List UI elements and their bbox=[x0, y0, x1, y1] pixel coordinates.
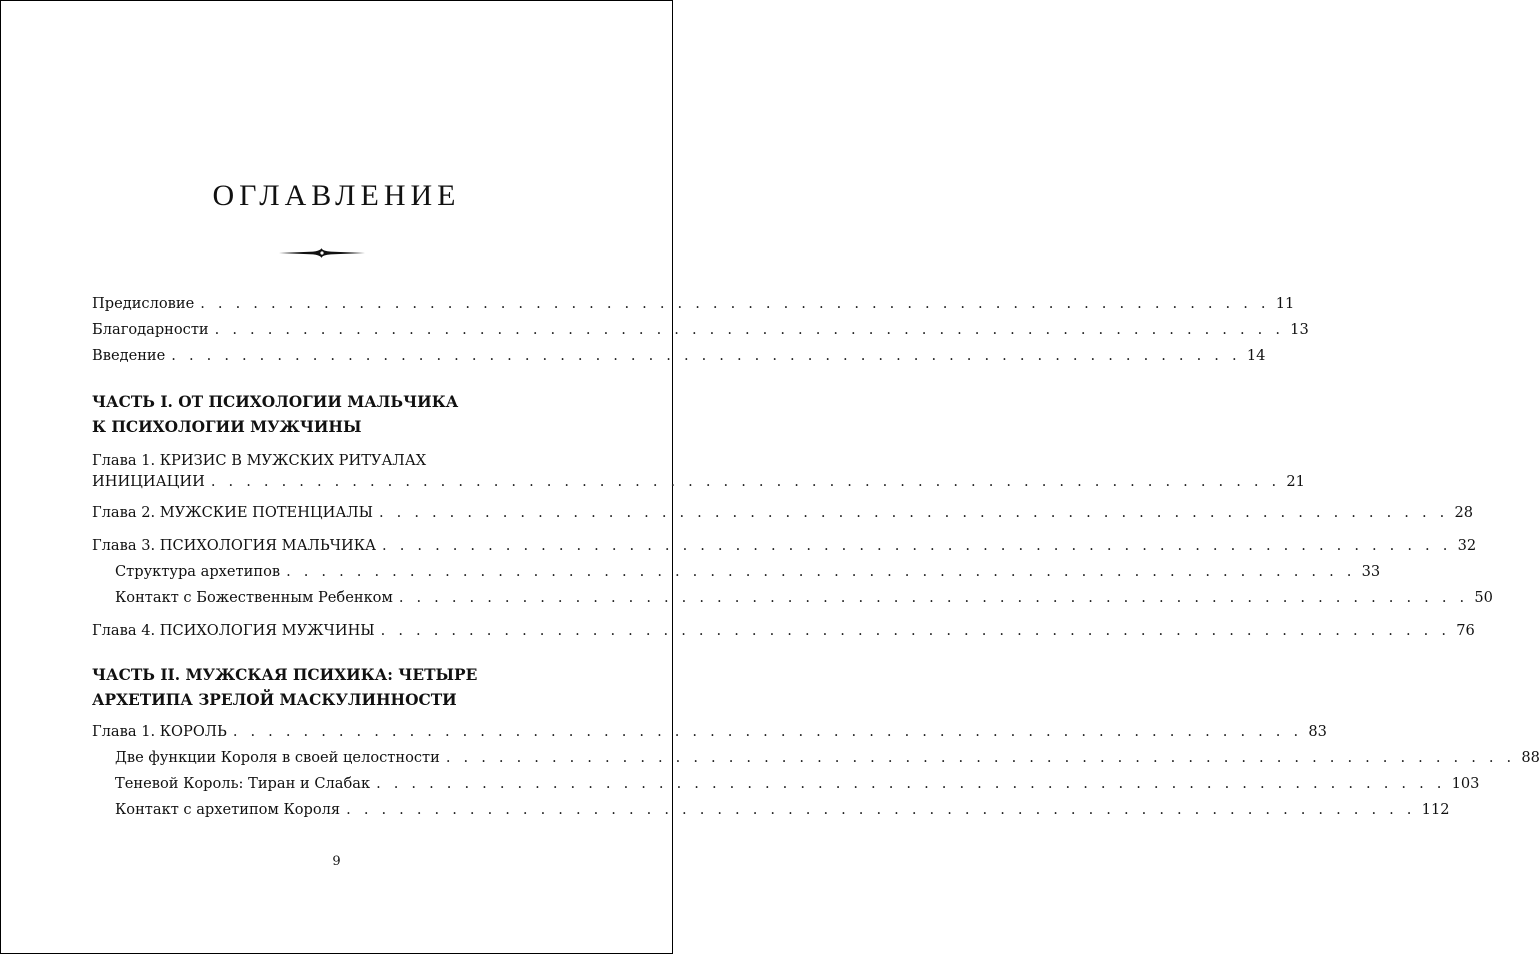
toc-entry-chapter-1-line1[interactable]: Глава 1. КРИЗИС В МУЖСКИХ РИТУАЛАХ bbox=[92, 452, 427, 469]
part-heading-2 bbox=[92, 663, 477, 713]
page-number: 28 bbox=[1454, 504, 1474, 521]
ornament-divider-icon bbox=[279, 247, 365, 259]
leader-dots: . . . . . . . . . . . . . . . . . . . . . . . . . . . . . . . . . . . . . . . . . . . . . . . . . . . . . . . . . . . . . bbox=[200, 295, 1270, 312]
leader-dots: . . . . . . . . . . . . . . . . . . . . . . . . . . . . . . . . . . . . . . . . . . . . . . . . . . . . . . . . . . . . . bbox=[346, 801, 1416, 818]
entry-label: Благодарности bbox=[92, 321, 209, 338]
leader-dots: . . . . . . . . . . . . . . . . . . . . . . . . . . . . . . . . . . . . . . . . . . . . . . . . . . . . . . . . . . . . . bbox=[445, 749, 1516, 766]
entry-label: Глава 3. ПСИХОЛОГИЯ МАЛЬЧИКА bbox=[92, 537, 377, 554]
page-number: 76 bbox=[1456, 622, 1475, 639]
page-number: 14 bbox=[1246, 347, 1266, 364]
leader-dots: . . . . . . . . . . . . . . . . . . . . . . . . . . . . . . . . . . . . . . . . . . . . . . . . . . . . . . . . . . . . . bbox=[380, 622, 1451, 639]
toc-entry-section[interactable] bbox=[115, 588, 1493, 608]
page-number: 32 bbox=[1457, 537, 1477, 554]
toc-entry-acknowledgments[interactable] bbox=[92, 320, 1309, 340]
leader-dots: . . . . . . . . . . . . . . . . . . . . . . . . . . . . . . . . . . . . . . . . . . . . . . . . . . . . . . . . . . . . . bbox=[378, 504, 1449, 521]
leader-dots: . . . . . . . . . . . . . . . . . . . . . . . . . . . . . . . . . . . . . . . . . . . . . . . . . . . . . . . . . . . . . bbox=[232, 723, 1303, 740]
page-number: 11 bbox=[1275, 295, 1295, 312]
page-title: ОГЛАВЛЕНИЕ bbox=[212, 179, 461, 212]
toc-entry-preface[interactable] bbox=[92, 294, 1295, 314]
entry-label: Введение bbox=[92, 347, 166, 364]
entry-label: Теневой Король: Тиран и Слабак bbox=[115, 775, 371, 792]
leader-dots: . . . . . . . . . . . . . . . . . . . . . . . . . . . . . . . . . . . . . . . . . . . . . . . . . . . . . . . . . . . . . bbox=[376, 775, 1446, 792]
toc-entry-introduction[interactable] bbox=[92, 346, 1266, 366]
entry-label: ИНИЦИАЦИИ bbox=[92, 473, 205, 490]
toc-entry-chapter-3[interactable] bbox=[92, 536, 1477, 556]
part-heading-line: К ПСИХОЛОГИИ МУЖЧИНЫ bbox=[92, 418, 362, 436]
page-number: 103 bbox=[1451, 775, 1480, 792]
leader-dots: . . . . . . . . . . . . . . . . . . . . . . . . . . . . . . . . . . . . . . . . . . . . . . . . . . . . . . . . . . . . . bbox=[214, 321, 1285, 338]
toc-entry-chapter-2[interactable] bbox=[92, 503, 1474, 523]
leader-dots: . . . . . . . . . . . . . . . . . . . . . . . . . . . . . . . . . . . . . . . . . . . . . . . . . . . . . . . . . . . . . bbox=[398, 589, 1469, 606]
page-number: 112 bbox=[1421, 801, 1450, 818]
folio-page-number: 9 bbox=[332, 854, 341, 869]
leader-dots: . . . . . . . . . . . . . . . . . . . . . . . . . . . . . . . . . . . . . . . . . . . . . . . . . . . . . . . . . . . . . bbox=[382, 537, 1452, 554]
toc-entry-section[interactable] bbox=[115, 562, 1381, 582]
page-number: 21 bbox=[1286, 473, 1305, 490]
entry-label: Контакт с архетипом Короля bbox=[115, 801, 341, 818]
part-heading-line: ЧАСТЬ II. МУЖСКАЯ ПСИХИКА: ЧЕТЫРЕ bbox=[92, 666, 478, 684]
entry-label: Глава 2. МУЖСКИЕ ПОТЕНЦИАЛЫ bbox=[92, 504, 373, 521]
page-number: 13 bbox=[1290, 321, 1309, 338]
leader-dots: . . . . . . . . . . . . . . . . . . . . . . . . . . . . . . . . . . . . . . . . . . . . . . . . . . . . . . . . . . . . . bbox=[286, 563, 1356, 580]
toc-entry-section[interactable] bbox=[115, 748, 1540, 768]
entry-label: Предисловие bbox=[92, 295, 195, 312]
toc-entry-king[interactable] bbox=[92, 722, 1327, 742]
page-number: 50 bbox=[1474, 589, 1493, 606]
toc-entry-section[interactable] bbox=[115, 800, 1450, 820]
entry-label: Глава 4. ПСИХОЛОГИЯ МУЖЧИНЫ bbox=[92, 622, 375, 639]
page-number: 83 bbox=[1308, 723, 1327, 740]
toc-entry-chapter-1[interactable] bbox=[92, 472, 1305, 492]
part-heading-line: АРХЕТИПА ЗРЕЛОЙ МАСКУЛИННОСТИ bbox=[92, 691, 457, 709]
toc-entry-section[interactable] bbox=[115, 774, 1480, 794]
part-heading-1 bbox=[92, 390, 458, 440]
entry-label: Глава 1. КОРОЛЬ bbox=[92, 723, 227, 740]
leader-dots: . . . . . . . . . . . . . . . . . . . . . . . . . . . . . . . . . . . . . . . . . . . . . . . . . . . . . . . . . . . . . bbox=[210, 473, 1281, 490]
entry-label: Контакт с Божественным Ребенком bbox=[115, 589, 393, 606]
page-number: 88 bbox=[1521, 749, 1540, 766]
toc-entry-chapter-4[interactable] bbox=[92, 621, 1475, 641]
part-heading-line: ЧАСТЬ I. ОТ ПСИХОЛОГИИ МАЛЬЧИКА bbox=[92, 393, 459, 411]
leader-dots: . . . . . . . . . . . . . . . . . . . . . . . . . . . . . . . . . . . . . . . . . . . . . . . . . . . . . . . . . . . . . bbox=[171, 347, 1241, 364]
page-number: 33 bbox=[1361, 563, 1381, 580]
entry-label: Структура архетипов bbox=[115, 563, 281, 580]
entry-label: Две функции Короля в своей целостности bbox=[115, 749, 440, 766]
